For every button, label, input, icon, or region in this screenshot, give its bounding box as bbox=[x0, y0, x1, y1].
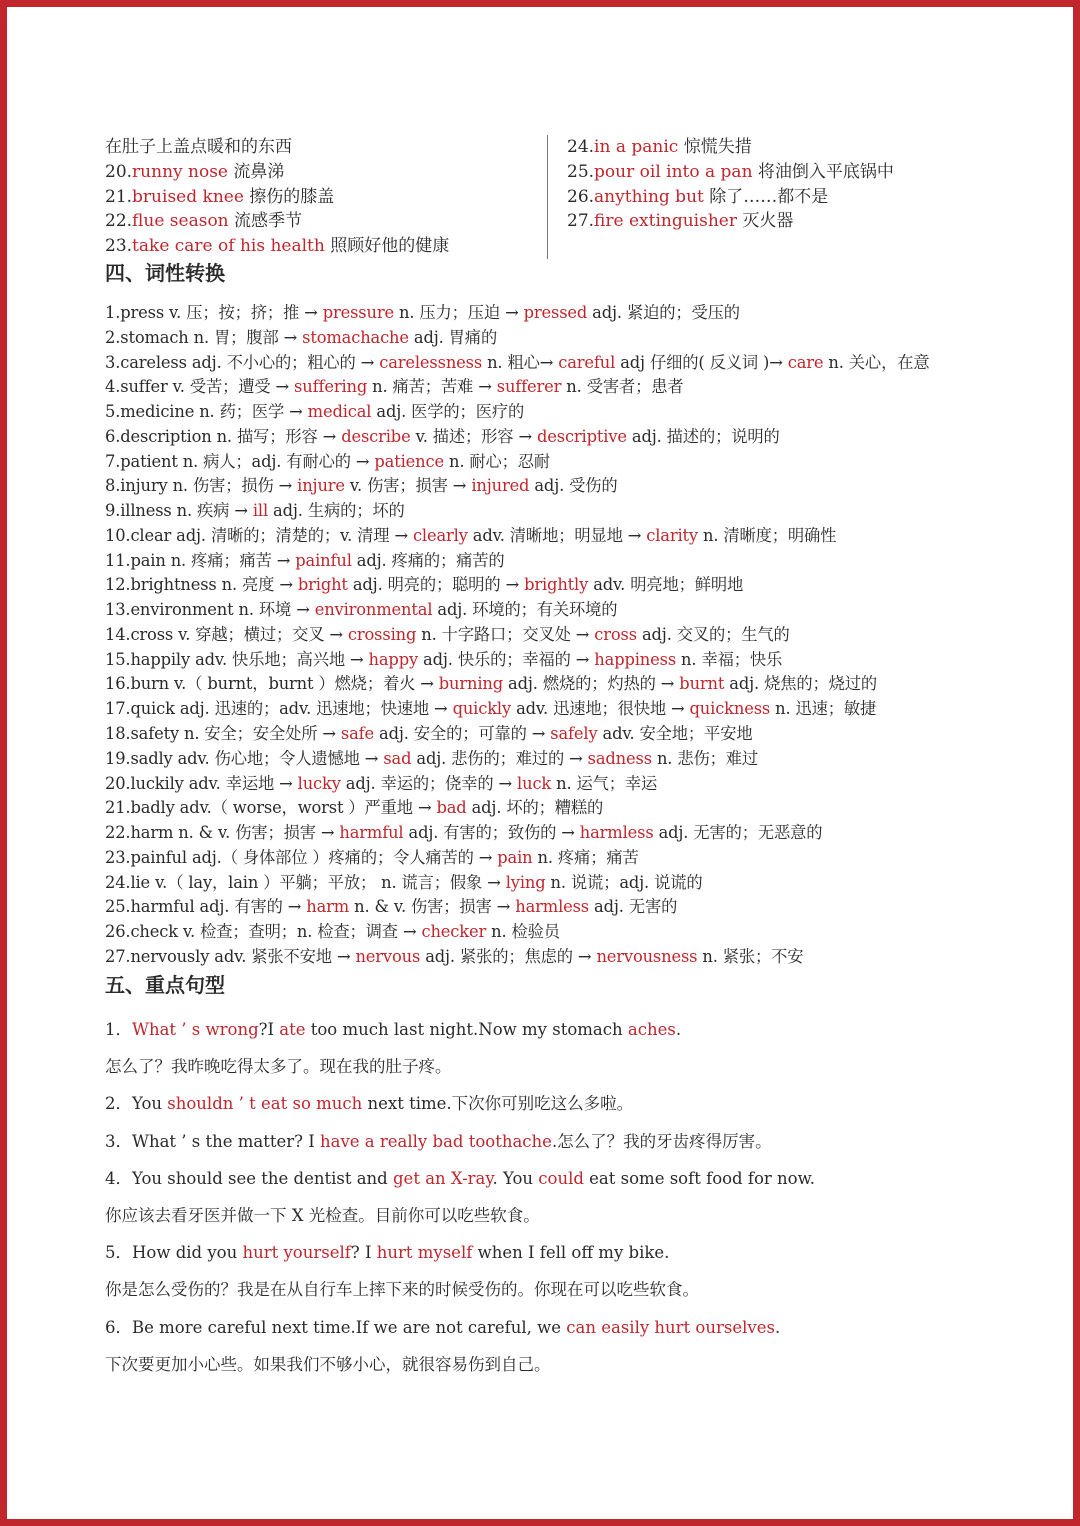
highlighted-term: pressure bbox=[322, 303, 394, 322]
highlighted-term: crossing bbox=[347, 624, 417, 644]
highlighted-term: checker bbox=[421, 922, 487, 942]
row-text: when I fell off my bike. bbox=[472, 1243, 670, 1263]
row-text: 14.cross v. 穿越；横过；交叉 → bbox=[105, 624, 348, 644]
word-form-row bbox=[105, 474, 1005, 499]
vocab-list-right bbox=[567, 135, 1007, 234]
highlighted-term: stomachache bbox=[302, 327, 409, 347]
row-text: 8.injury n. 伤害；损伤 → bbox=[105, 476, 298, 496]
row-text: n. 疼痛；痛苦 bbox=[532, 847, 639, 867]
highlighted-term: sufferer bbox=[496, 377, 562, 397]
highlighted-term: harm bbox=[306, 897, 350, 917]
highlighted-term: harmless bbox=[579, 823, 654, 843]
row-text: n. 压力；压迫 → bbox=[393, 303, 524, 322]
row-text: adj. 安全的；可靠的 → bbox=[374, 724, 551, 744]
highlighted-term: care bbox=[787, 352, 824, 372]
row-text: n. 痛苦；苦难 → bbox=[367, 377, 497, 397]
row-text: 擦伤的膝盖 bbox=[243, 186, 335, 207]
sentence-line bbox=[105, 1085, 1005, 1122]
highlighted-term: pain bbox=[497, 847, 533, 867]
word-form-row bbox=[105, 499, 1005, 524]
row-text: 3.careless adj. 不小心的；粗心的 → bbox=[105, 352, 380, 372]
word-form-row bbox=[105, 821, 1005, 846]
highlighted-term: nervousness bbox=[596, 946, 698, 966]
word-form-row bbox=[105, 598, 1005, 623]
sentence-line bbox=[105, 1048, 1005, 1085]
row-text: v. 描述；形容 → bbox=[410, 426, 537, 446]
highlighted-term: burnt bbox=[679, 674, 725, 694]
word-form-row bbox=[105, 375, 1005, 400]
highlighted-term: medical bbox=[307, 402, 372, 422]
word-form-row bbox=[105, 796, 1005, 821]
row-text: 9.illness n. 疾病 → bbox=[105, 501, 253, 521]
row-text: 在肚子上盖点暖和的东西 bbox=[105, 137, 292, 157]
vocab-item bbox=[567, 160, 1007, 185]
word-form-row bbox=[105, 648, 1005, 673]
highlighted-term: safely bbox=[550, 724, 598, 744]
highlighted-term: happy bbox=[368, 649, 419, 669]
row-text: 22.harm n. & v. 伤害；损害 → bbox=[105, 823, 340, 843]
row-text: 24. bbox=[567, 137, 595, 157]
highlighted-term: describe bbox=[341, 426, 411, 446]
highlighted-term: injure bbox=[297, 476, 345, 496]
row-text: 25. bbox=[567, 161, 595, 182]
highlighted-term: anything but bbox=[594, 186, 704, 207]
highlighted-term: sadness bbox=[587, 748, 652, 768]
word-form-row bbox=[105, 450, 1005, 475]
highlighted-term: suffering bbox=[294, 377, 368, 397]
word-form-row bbox=[105, 697, 1005, 722]
highlighted-term: bright bbox=[297, 575, 348, 595]
highlighted-term: nervous bbox=[355, 946, 421, 966]
row-text: 27.nervously adv. 紧张不安地 → bbox=[105, 946, 356, 966]
highlighted-term: safe bbox=[340, 724, 375, 744]
highlighted-term: lying bbox=[505, 872, 546, 892]
highlighted-term: luck bbox=[517, 773, 552, 793]
row-text: 23.painful adj.（ 身体部位 ）疼痛的；令人痛苦的 → bbox=[105, 847, 498, 867]
row-text: 灭火器 bbox=[736, 211, 794, 232]
word-form-row bbox=[105, 920, 1005, 945]
word-form-row bbox=[105, 400, 1005, 425]
sentence-line bbox=[105, 1197, 1005, 1234]
word-forms-list bbox=[105, 301, 1005, 970]
row-text: n. 十字路口；交叉处 → bbox=[416, 624, 595, 644]
row-text: adj. 生病的；坏的 bbox=[268, 501, 405, 521]
row-text: n. 说谎；adj. 说谎的 bbox=[545, 872, 703, 892]
row-text: n. & v. 伤害；损害 → bbox=[349, 897, 516, 917]
row-text: 15.happily adv. 快乐地；高兴地 → bbox=[105, 649, 369, 669]
row-text: 将油倒入平底锅中 bbox=[752, 161, 894, 182]
highlighted-term: careful bbox=[558, 352, 616, 372]
row-text: adj. 幸运的；侥幸的 → bbox=[340, 773, 518, 793]
word-form-row bbox=[105, 623, 1005, 648]
row-text: 你是怎么受伤的？我是在从自行车上摔下来的时候受伤的。你现在可以吃些软食。 bbox=[105, 1280, 699, 1300]
row-text: 怎么了？我昨晚吃得太多了。现在我的肚子疼。 bbox=[105, 1057, 452, 1077]
row-text: n. 紧张；不安 bbox=[697, 946, 804, 966]
row-text: n. 迅速；敏捷 bbox=[770, 699, 877, 719]
row-text: 下次要更加小心些。如果我们不够小心，就很容易伤到自己。 bbox=[105, 1354, 551, 1374]
highlighted-term: What ’ s wrong bbox=[132, 1020, 259, 1039]
word-form-row bbox=[105, 772, 1005, 797]
row-text: adj. 快乐的；幸福的 → bbox=[418, 649, 595, 669]
highlighted-term: injured bbox=[471, 476, 530, 496]
highlighted-term: harmless bbox=[515, 897, 590, 917]
row-text: adj. 明亮的；聪明的 → bbox=[347, 575, 525, 595]
highlighted-term: fire extinguisher bbox=[594, 211, 737, 232]
row-text: adj. 描述的；说明的 bbox=[626, 426, 780, 446]
row-text: 2.stomach n. 胃；腹部 → bbox=[105, 327, 303, 347]
row-text: 24.lie v.（ lay，lain ）平躺；平放； n. 谎言；假象 → bbox=[105, 872, 506, 892]
row-text: 22. bbox=[105, 211, 133, 232]
row-text: ?I bbox=[258, 1020, 280, 1039]
row-text: 7.patient n. 病人；adj. 有耐心的 → bbox=[105, 451, 375, 471]
row-text: adj. 燃烧的；灼热的 → bbox=[503, 674, 680, 694]
row-text: adj. 紧张的；焦虑的 → bbox=[420, 946, 597, 966]
highlighted-term: sad bbox=[383, 748, 412, 768]
highlighted-term: can easily hurt ourselves bbox=[566, 1317, 775, 1337]
row-text: 5．How did you bbox=[105, 1243, 243, 1263]
row-text: 6．Be more careful next time.If we are not careful, we bbox=[105, 1317, 567, 1337]
sentence-line bbox=[105, 1011, 1005, 1048]
row-text: 21.badly adv.（ worse，worst ）严重地 → bbox=[105, 798, 437, 818]
row-text: 3．What ’ s the matter? I bbox=[105, 1131, 321, 1151]
highlighted-term: in a panic bbox=[594, 137, 679, 157]
word-form-row bbox=[105, 326, 1005, 351]
highlighted-term: pour oil into a pan bbox=[594, 161, 753, 182]
highlighted-term: clarity bbox=[646, 525, 698, 545]
row-text: 你应该去看牙医并做一下 X 光检查。目前你可以吃些软食。 bbox=[105, 1205, 540, 1225]
highlighted-term: burning bbox=[438, 674, 504, 694]
row-text: .怎么了？我的牙齿疼得厉害。 bbox=[551, 1131, 772, 1151]
row-text: adv. 安全地；平安地 bbox=[597, 724, 753, 744]
row-text: 20.luckily adv. 幸运地 → bbox=[105, 773, 298, 793]
sentence-line bbox=[105, 1309, 1005, 1346]
row-text: 惊慌失措 bbox=[678, 137, 752, 157]
highlighted-term: pressed bbox=[523, 303, 588, 322]
highlighted-term: carelessness bbox=[379, 352, 483, 372]
word-form-row bbox=[105, 672, 1005, 697]
row-text: n. 粗心→ bbox=[482, 352, 559, 372]
row-text: adj. 无害的；无恶意的 bbox=[653, 823, 823, 843]
sentence-line bbox=[105, 1160, 1005, 1197]
row-text: 17.quick adj. 迅速的；adv. 迅速地；快速地 → bbox=[105, 699, 453, 719]
row-text: 4.suffer v. 受苦；遭受 → bbox=[105, 377, 295, 397]
highlighted-term: shouldn ’ t eat so much bbox=[167, 1094, 363, 1114]
row-text: 19.sadly adv. 伤心地；令人遗憾地 → bbox=[105, 748, 384, 768]
row-text: 5.medicine n. 药；医学 → bbox=[105, 402, 308, 422]
highlighted-term: bad bbox=[436, 798, 467, 818]
row-text: adv. 迅速地；很快地 → bbox=[511, 699, 690, 719]
vocab-item bbox=[105, 135, 545, 160]
word-form-row bbox=[105, 351, 1005, 376]
sentence-line bbox=[105, 1271, 1005, 1308]
row-text: 25.harmful adj. 有害的 → bbox=[105, 897, 307, 917]
vocab-item bbox=[105, 185, 545, 210]
highlighted-term: quickness bbox=[689, 699, 771, 719]
row-text: n. 幸福；快乐 bbox=[676, 649, 783, 669]
word-form-row bbox=[105, 425, 1005, 450]
highlighted-term: ate bbox=[279, 1020, 306, 1039]
row-text: adj. 疼痛的；痛苦的 bbox=[351, 550, 505, 570]
row-text: adj 仔细的( 反义词 )→ bbox=[615, 352, 788, 372]
highlighted-term: aches bbox=[627, 1020, 676, 1039]
highlighted-term: descriptive bbox=[536, 426, 627, 446]
section-5-title: 五、重点句型 bbox=[105, 973, 225, 997]
word-form-row bbox=[105, 747, 1005, 772]
highlighted-term: get an X-ray bbox=[393, 1168, 493, 1188]
row-text: 27. bbox=[567, 211, 595, 232]
row-text: adj. 环境的；有关环境的 bbox=[432, 600, 618, 620]
row-text: adj. 受伤的 bbox=[529, 476, 618, 496]
row-text: too much last night.Now my stomach bbox=[305, 1020, 628, 1039]
row-text: 11.pain n. 疼痛；痛苦 → bbox=[105, 550, 296, 570]
row-text: 4．You should see the dentist and bbox=[105, 1168, 393, 1188]
word-form-row bbox=[105, 945, 1005, 970]
row-text: 1.press v. 压；按；挤；推 → bbox=[105, 303, 323, 322]
highlighted-term: happiness bbox=[594, 649, 677, 669]
row-text: eat some soft food for now. bbox=[583, 1168, 816, 1188]
row-text: 26. bbox=[567, 186, 595, 207]
highlighted-term: could bbox=[538, 1168, 584, 1188]
row-text: 10.clear adj. 清晰的；清楚的；v. 清理 → bbox=[105, 525, 413, 545]
row-text: adj. 胃痛的 bbox=[408, 327, 498, 347]
section-4-title: 四、词性转换 bbox=[105, 261, 225, 285]
word-form-row bbox=[105, 871, 1005, 896]
row-text: adj. 悲伤的；难过的 → bbox=[411, 748, 588, 768]
highlighted-term: environmental bbox=[314, 600, 433, 620]
highlighted-term: hurt myself bbox=[376, 1243, 473, 1263]
row-text: n. 关心，在意 bbox=[823, 352, 930, 372]
word-form-row bbox=[105, 722, 1005, 747]
row-text: 6.description n. 描写；形容 → bbox=[105, 426, 342, 446]
vocab-item bbox=[105, 234, 545, 259]
highlighted-term: lucky bbox=[297, 773, 341, 793]
vocab-list-left bbox=[105, 135, 545, 259]
row-text: 13.environment n. 环境 → bbox=[105, 600, 315, 620]
highlighted-term: hurt yourself bbox=[242, 1243, 351, 1263]
word-form-row bbox=[105, 549, 1005, 574]
row-text: 流感季节 bbox=[228, 211, 303, 232]
row-text: 26.check v. 检查；查明；n. 检查；调查 → bbox=[105, 922, 422, 942]
highlighted-term: harmful bbox=[339, 823, 404, 843]
row-text: adj. 医学的；医疗的 bbox=[371, 402, 525, 422]
row-text: n. 悲伤；难过 bbox=[651, 748, 758, 768]
row-text: adj. 紧迫的；受压的 bbox=[587, 303, 740, 322]
row-text: 21. bbox=[105, 186, 133, 207]
row-text: 照顾好他的健康 bbox=[324, 236, 450, 257]
row-text: . bbox=[774, 1317, 781, 1337]
row-text: next time.下次你可别吃这么多啦。 bbox=[362, 1094, 634, 1114]
vocab-item bbox=[105, 209, 545, 234]
row-text: ? I bbox=[350, 1243, 377, 1263]
highlighted-term: ill bbox=[252, 501, 269, 521]
row-text: . bbox=[675, 1020, 682, 1039]
row-text: n. 运气；幸运 bbox=[551, 773, 658, 793]
word-form-row bbox=[105, 301, 1005, 326]
sentence-line bbox=[105, 1234, 1005, 1271]
word-form-row bbox=[105, 524, 1005, 549]
highlighted-term: have a really bad toothache bbox=[320, 1131, 552, 1151]
row-text: adj. 坏的；糟糕的 bbox=[466, 798, 604, 818]
row-text: adj. 烧焦的；烧过的 bbox=[724, 674, 878, 694]
row-text: 16.burn v.（ burnt，burnt ）燃烧；着火 → bbox=[105, 674, 439, 694]
word-form-row bbox=[105, 846, 1005, 871]
highlighted-term: bruised knee bbox=[132, 186, 244, 207]
highlighted-term: runny nose bbox=[132, 161, 228, 182]
sentence-line bbox=[105, 1346, 1005, 1383]
word-form-row bbox=[105, 895, 1005, 920]
row-text: 除了……都不是 bbox=[703, 186, 829, 207]
column-divider bbox=[547, 135, 548, 259]
row-text: 1． bbox=[105, 1020, 132, 1039]
highlighted-term: cross bbox=[594, 624, 637, 644]
vocab-item bbox=[567, 185, 1007, 210]
vocab-item bbox=[567, 135, 1007, 160]
highlighted-term: flue season bbox=[132, 211, 229, 232]
row-text: . You bbox=[492, 1168, 539, 1188]
row-text: 20. bbox=[105, 161, 133, 182]
row-text: 12.brightness n. 亮度 → bbox=[105, 575, 298, 595]
row-text: adj. 有害的；致伤的 → bbox=[403, 823, 580, 843]
highlighted-term: quickly bbox=[452, 699, 512, 719]
vocab-item bbox=[567, 209, 1007, 234]
highlighted-term: clearly bbox=[412, 525, 468, 545]
row-text: adj. 无害的 bbox=[589, 897, 678, 917]
row-text: adv. 明亮地；鲜明地 bbox=[588, 575, 744, 595]
row-text: 流鼻涕 bbox=[228, 161, 285, 182]
row-text: 18.safety n. 安全；安全处所 → bbox=[105, 724, 341, 744]
word-form-row bbox=[105, 573, 1005, 598]
sentence-line bbox=[105, 1123, 1005, 1160]
vocab-item bbox=[105, 160, 545, 185]
row-text: 23. bbox=[105, 236, 133, 257]
highlighted-term: painful bbox=[295, 550, 352, 570]
row-text: 2．You bbox=[105, 1094, 168, 1114]
highlighted-term: patience bbox=[374, 451, 444, 471]
highlighted-term: take care of his health bbox=[132, 236, 325, 257]
row-text: adj. 交叉的；生气的 bbox=[636, 624, 790, 644]
row-text: n. 耐心；忍耐 bbox=[443, 451, 551, 471]
row-text: n. 检验员 bbox=[486, 922, 560, 942]
row-text: n. 清晰度；明确性 bbox=[697, 525, 837, 545]
row-text: adv. 清晰地；明显地 → bbox=[467, 525, 647, 545]
key-sentences-list bbox=[105, 1011, 1005, 1383]
highlighted-term: brightly bbox=[524, 575, 589, 595]
row-text: v. 伤害；损害 → bbox=[344, 476, 472, 496]
row-text: n. 受害者；患者 bbox=[561, 377, 684, 397]
